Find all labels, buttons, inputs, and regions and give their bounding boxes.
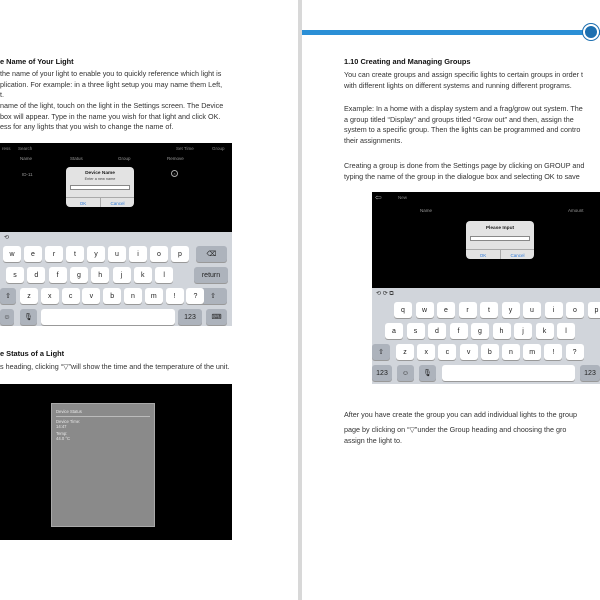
space-key[interactable] [41, 309, 175, 325]
x-circle-icon: × [171, 170, 178, 177]
key-y[interactable]: y [87, 246, 105, 262]
temp-value: 44.0 °C [56, 436, 71, 441]
text-line: their assignments. [344, 135, 403, 145]
triangle-down-icon: ▽ [63, 364, 69, 371]
text-part: ”under the Group heading and choosing the gro [414, 424, 567, 434]
text-part: ”will show the time and the temperature of the unit. [68, 362, 230, 371]
key-c[interactable]: c [62, 288, 80, 304]
emoji-key[interactable]: ☺ [397, 365, 414, 381]
key-g[interactable]: g [471, 323, 489, 339]
left-page [0, 0, 298, 600]
shift-key[interactable]: ⇧ [372, 344, 390, 360]
mic-icon[interactable]: 🎙 [20, 309, 37, 325]
key-d[interactable]: d [428, 323, 446, 339]
app-header [372, 192, 600, 204]
dialog-buttons [66, 197, 134, 207]
header-item: Group [212, 146, 225, 151]
key-s[interactable]: s [6, 267, 24, 283]
group-name-input[interactable] [470, 236, 530, 241]
column-header: Amount [568, 208, 584, 213]
dialog-buttons [466, 249, 534, 259]
key-c[interactable]: c [438, 344, 456, 360]
time-label: Device Time: [56, 419, 81, 424]
text-line: with different lights on different systems and running different programs. [344, 80, 572, 90]
mic-icon[interactable]: 🎙 [419, 365, 436, 381]
column-header: Remove [167, 156, 184, 161]
header-bar [302, 30, 600, 35]
hide-keyboard-key[interactable]: ⌨ [206, 309, 227, 325]
shift-key[interactable]: ⇧ [0, 288, 16, 304]
key-t[interactable]: t [66, 246, 84, 262]
cancel-button[interactable]: Cancel [500, 250, 534, 259]
key-u[interactable]: u [523, 302, 541, 318]
text-line [344, 425, 577, 437]
ok-button[interactable]: OK [79, 200, 87, 206]
key-x[interactable]: x [41, 288, 59, 304]
header-item: New [398, 195, 408, 200]
key-j[interactable]: j [113, 267, 131, 283]
device-id: ID-11 [22, 172, 33, 177]
key-v[interactable]: v [460, 344, 478, 360]
status-title: Device Status [56, 409, 82, 414]
header-item: Search [18, 146, 33, 151]
text-line: Example: In a home with a display system and a frag/grow out system. The [344, 104, 583, 113]
key-exclamation[interactable]: ! [544, 344, 562, 360]
dialog-title: Device Name [85, 171, 115, 176]
key-question[interactable]: ? [566, 344, 584, 360]
cancel-button[interactable]: Cancel [100, 198, 134, 207]
text-part: page by clicking on “ [344, 424, 410, 434]
text-line: typing the name of the group in the dialogue box and selecting OK to save [344, 171, 580, 181]
key-f[interactable]: f [49, 267, 67, 283]
numbers-key-right[interactable]: 123 [580, 365, 600, 381]
key-s[interactable]: s [407, 323, 425, 339]
key-l[interactable]: l [155, 267, 173, 283]
column-header: Status [70, 156, 83, 161]
numbers-key[interactable]: 123 [178, 309, 202, 325]
text-line: assign the light to. [344, 436, 402, 445]
key-i[interactable]: i [129, 246, 147, 262]
time-value: 14:47 [56, 424, 67, 429]
text-line: plication. For example: in a three light setup you may name them Left, [0, 79, 223, 89]
paragraph-status [0, 362, 230, 374]
key-e[interactable]: e [24, 246, 42, 262]
key-j[interactable]: j [514, 323, 532, 339]
paragraph-name-intro [0, 69, 222, 101]
key-f[interactable]: f [450, 323, 468, 339]
temp-label: Temp: [56, 431, 68, 436]
backspace-key[interactable]: ⌫ [196, 246, 227, 262]
back-arrow-icon[interactable]: ⇦ [375, 193, 382, 202]
key-o[interactable]: o [566, 302, 584, 318]
key-exclamation[interactable]: ! [166, 288, 184, 304]
triangle-down-icon: ▽ [409, 426, 415, 434]
text-line: t. [0, 90, 4, 99]
key-w[interactable]: w [416, 302, 434, 318]
key-n[interactable]: n [124, 288, 142, 304]
key-h[interactable]: h [91, 267, 109, 283]
key-b[interactable]: b [103, 288, 121, 304]
emoji-key[interactable]: ☺ [0, 309, 14, 325]
logo-icon [583, 24, 599, 40]
please-input-dialog [466, 221, 534, 259]
key-u[interactable]: u [108, 246, 126, 262]
header-item: ress [2, 146, 11, 151]
device-status-panel [51, 403, 155, 527]
key-w[interactable]: w [3, 246, 21, 262]
key-k[interactable]: k [134, 267, 152, 283]
column-header: Group [118, 156, 131, 161]
key-z[interactable]: z [396, 344, 414, 360]
space-key[interactable] [442, 365, 575, 381]
key-g[interactable]: g [70, 267, 88, 283]
key-m[interactable]: m [145, 288, 163, 304]
text-line: ess for any lights that you wish to change the name of. [0, 122, 174, 131]
key-m[interactable]: m [523, 344, 541, 360]
key-t[interactable]: t [480, 302, 498, 318]
paragraph-name-change [0, 101, 223, 133]
key-x[interactable]: x [417, 344, 435, 360]
column-header: Name [20, 156, 33, 161]
section-heading-groups: 1.10 Creating and Managing Groups [344, 57, 471, 66]
key-d[interactable]: d [27, 267, 45, 283]
paragraph-add-lights [344, 410, 577, 447]
dialog-title: Please Input [485, 226, 515, 231]
text-line: the name of your light to enable you to quickly reference which light is [0, 69, 222, 78]
device-name-dialog [66, 167, 134, 207]
key-v[interactable]: v [82, 288, 100, 304]
screenshot-group-input [372, 192, 600, 384]
key-p[interactable]: p [171, 246, 189, 262]
return-key[interactable]: return [194, 267, 228, 283]
ok-button[interactable]: OK [479, 252, 487, 258]
key-r[interactable]: r [459, 302, 477, 318]
key-z[interactable]: z [20, 288, 38, 304]
numbers-key[interactable]: 123 [372, 365, 392, 381]
column-header: Name [420, 208, 433, 213]
right-page [302, 0, 600, 600]
key-e[interactable]: e [437, 302, 455, 318]
text-part: s heading, clicking “ [0, 362, 64, 371]
text-line: name of the light, touch on the light in the Settings screen. The Device [0, 101, 224, 110]
keyboard-toolbar [372, 288, 600, 300]
key-question[interactable]: ? [186, 288, 204, 304]
key-l[interactable]: l [557, 323, 575, 339]
key-b[interactable]: b [481, 344, 499, 360]
paragraph-groups-intro [344, 70, 583, 91]
key-r[interactable]: r [45, 246, 63, 262]
undo-icon[interactable]: ⟲ [4, 235, 10, 241]
dialog-subtitle: Enter a new name [84, 177, 116, 181]
paragraph-groups-example [344, 104, 583, 146]
shift-key-right[interactable]: ⇧ [199, 288, 227, 304]
keyboard [0, 232, 232, 326]
key-n[interactable]: n [502, 344, 520, 360]
key-k[interactable]: k [536, 323, 554, 339]
key-a[interactable]: a [385, 323, 403, 339]
text-line: After you have create the group you can add individual lights to the group [344, 410, 577, 419]
screenshot-device-name [0, 143, 232, 326]
text-line: Creating a group is done from the Settings page by clicking on GROUP and [344, 161, 585, 170]
key-h[interactable]: h [493, 323, 511, 339]
text-line: box will appear. Type in the name you wish for that light and click OK. [0, 111, 221, 121]
undo-icon[interactable]: ⟲ ⟳ ⧉ [376, 291, 394, 297]
screenshot-device-status [0, 384, 232, 540]
divider [56, 416, 150, 417]
app-header [0, 143, 232, 155]
keyboard-toolbar [0, 232, 232, 244]
key-p[interactable]: p [588, 302, 600, 318]
key-y[interactable]: y [502, 302, 520, 318]
key-o[interactable]: o [150, 246, 168, 262]
header-item: Set Time [176, 146, 194, 151]
device-name-input[interactable] [70, 185, 130, 190]
text-line: system to a specific group. Then the lights can be programmed and contro [344, 125, 581, 134]
section-heading-status: e Status of a Light [0, 349, 65, 358]
keyboard [372, 288, 600, 384]
paragraph-groups-create [344, 161, 584, 182]
text-line: You can create groups and assign specific lights to certain groups in order t [344, 70, 584, 79]
key-q[interactable]: q [394, 302, 412, 318]
section-heading-name: e Name of Your Light [0, 57, 74, 66]
key-i[interactable]: i [545, 302, 563, 318]
text-line: a group titled “Display” and groups titled “Grow out” and then, assign the [344, 114, 574, 124]
